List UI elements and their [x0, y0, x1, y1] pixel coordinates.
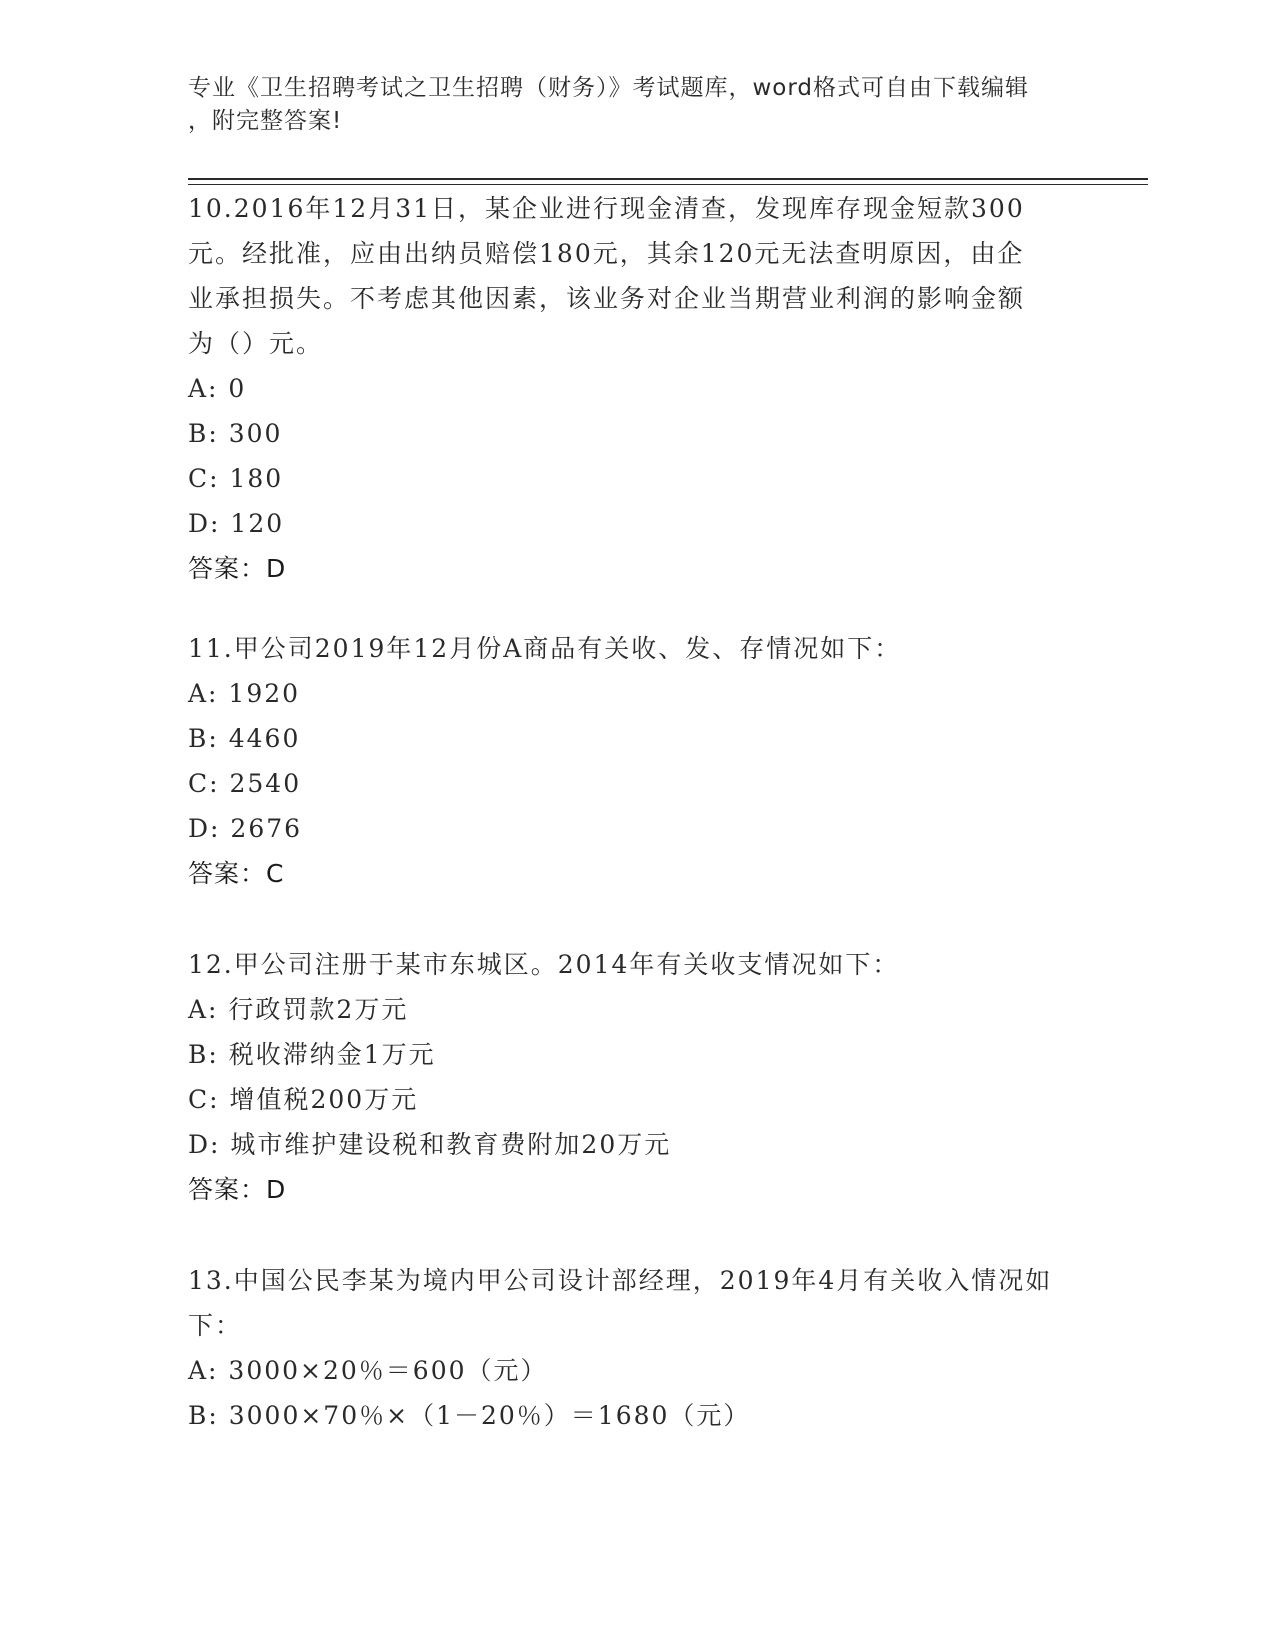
option-a: A: 0	[188, 374, 247, 403]
answer: 答案：D	[188, 1175, 287, 1204]
option-c: C: 增值税200万元	[188, 1085, 419, 1114]
option-a: A: 行政罚款2万元	[188, 995, 409, 1024]
document-header	[188, 72, 1068, 138]
question-stem: 12.甲公司注册于某市东城区。2014年有关收支情况如下：	[188, 950, 900, 979]
question-10	[188, 186, 1088, 591]
option-c: C: 2540	[188, 769, 302, 798]
question-13	[188, 1258, 1088, 1438]
question-stem: 11.甲公司2019年12月份A商品有关收、发、存情况如下：	[188, 634, 902, 663]
question-11	[188, 626, 1088, 896]
option-d: D: 城市维护建设税和教育费附加20万元	[188, 1130, 672, 1159]
answer: 答案：D	[188, 554, 287, 583]
header-line-2: ，附完整答案!	[188, 108, 343, 134]
question-stem: 13.中国公民李某为境内甲公司设计部经理，2019年4月有关收入情况如下：	[188, 1266, 1053, 1340]
option-a: A: 3000×20％＝600（元）	[188, 1356, 548, 1385]
header-divider-thick	[188, 178, 1148, 180]
header-line-1: 专业《卫生招聘考试之卫生招聘（财务）》考试题库，word格式可自由下载编辑	[188, 75, 1030, 101]
option-b: B: 4460	[188, 724, 301, 753]
option-d: D: 2676	[188, 814, 303, 843]
question-stem: 10.2016年12月31日，某企业进行现金清查，发现库存现金短款300元。经批准，应由出纳员赔偿180元，其余120元无法查明原因，由企业承担损失。不考虑其他因素，该业务对企业当期营业利润的影响金额为（）元。	[188, 194, 1026, 358]
answer: 答案：C	[188, 859, 285, 888]
option-a: A: 1920	[188, 679, 301, 708]
question-12	[188, 942, 1088, 1212]
header-divider-thin	[188, 184, 1148, 185]
option-b: B: 税收滞纳金1万元	[188, 1040, 436, 1069]
option-b: B: 3000×70％×（1－20％）＝1680（元）	[188, 1401, 751, 1430]
option-d: D: 120	[188, 509, 285, 538]
option-c: C: 180	[188, 464, 284, 493]
option-b: B: 300	[188, 419, 283, 448]
